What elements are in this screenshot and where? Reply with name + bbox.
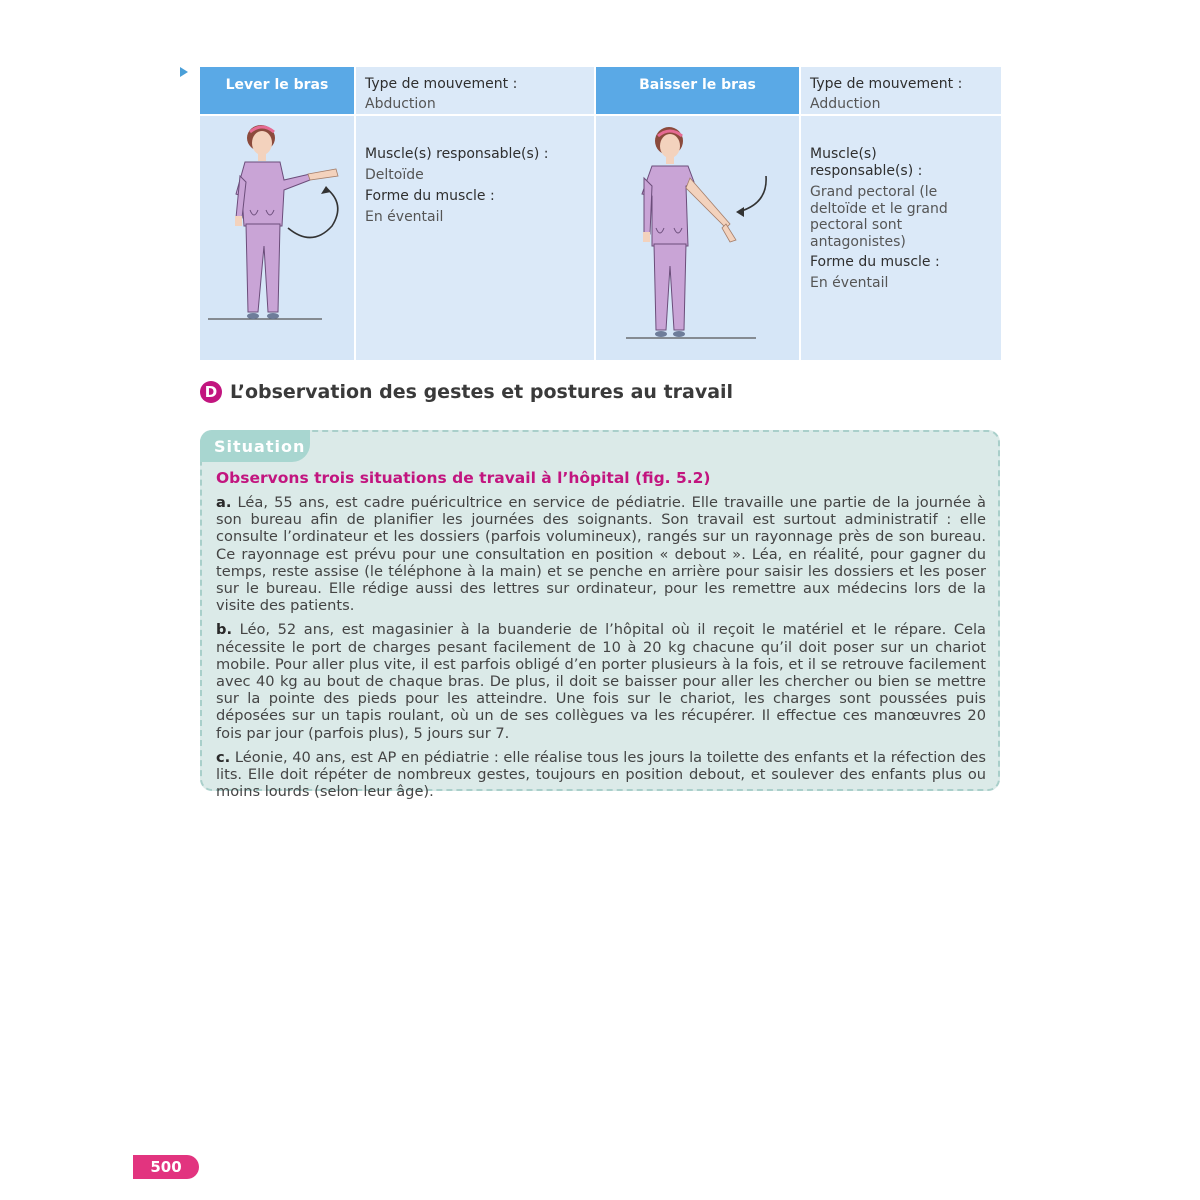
forme-value-left: En éventail <box>365 209 444 225</box>
type-cell-left <box>356 67 594 114</box>
page-number: 500 <box>133 1155 199 1179</box>
section-title: L’observation des gestes et postures au travail <box>230 381 734 403</box>
raise-arm-illustration <box>200 116 354 360</box>
type-value-left: Abduction <box>365 96 436 112</box>
type-label-left: Type de mouvement : <box>365 76 518 92</box>
arrow-marker-icon <box>180 67 188 77</box>
item-label: a. <box>216 494 232 511</box>
situation-item-b <box>216 621 986 741</box>
situation-text <box>216 494 986 807</box>
muscle-cell-left <box>356 116 594 360</box>
item-label: c. <box>216 748 231 766</box>
lower-arm-illustration <box>596 116 799 360</box>
type-value-right: Adduction <box>810 96 881 112</box>
situation-box <box>200 430 1000 801</box>
muscle-label-right-1: Muscle(s) <box>810 146 877 162</box>
item-text: Léonie, 40 ans, est AP en pédiatrie : elle réalise tous les jours la toilette des enfants et la réfection des lits. Elle doit répéter de nombreux gestes, toujours en position debout, et soulever des enfants plus ou moins lourds (selon leur âge). <box>216 748 986 801</box>
muscle-value-right: Grand pectoral (le deltoïde et le grand pectoral sont antagonistes) <box>810 184 948 250</box>
header-lever-le-bras: Lever le bras <box>200 67 354 114</box>
item-text: Léa, 55 ans, est cadre puéricultrice en service de pédiatrie. Elle travaille une partie de la journée à son bureau afin de planifier les journées des soignants. Son travail est surtout administratif : elle consulte l’ordinateur et les dossiers (parfois volumineux), rangés sur un rayonnage près de son bureau. Ce rayonnage est prévu pour une consultation en position « debout ». Léa, en réalité, pour gagner du temps, reste assise (le téléphone à la main) et se penche en arrière pour saisir les dossiers et les poser sur le bureau. Elle rédige aussi des lettres sur ordinateur, pour les remettre aux médecins lors de la visite des patients. <box>216 494 986 615</box>
situation-item-a <box>216 494 986 614</box>
forme-label-left: Forme du muscle : <box>365 188 495 204</box>
type-label-right: Type de mouvement : <box>810 76 963 92</box>
header-baisser-le-bras: Baisser le bras <box>596 67 799 114</box>
situation-title: Observons trois situations de travail à l’hôpital (fig. 5.2) <box>216 469 711 487</box>
figure-lower-arm <box>596 116 799 360</box>
muscle-label-right-2: responsable(s) : <box>810 163 923 179</box>
forme-value-right: En éventail <box>810 275 889 291</box>
type-cell-right <box>801 67 1001 114</box>
situation-tab: Situation <box>200 430 310 462</box>
item-text: Léo, 52 ans, est magasinier à la buanderie de l’hôpital où il reçoit le matériel et le répare. Cela nécessite le port de charges pesant facilement de 10 à 20 kg chacune qu’il doit poser sur un chariot mobile. Pour aller plus vite, il est parfois obligé d’en porter plusieurs à la fois, et il se retrouve facilement avec 40 kg au bout de chaque bras. De plus, il doit se baisser pour aller les chercher ou bien se mettre sur la pointe des pieds pour les atteindre. Une fois sur le chariot, les charges sont poussées puis déposées sur un tapis roulant, où un de ses collègues va les récupérer. Il effectue ces manœuvres 20 fois par jour (parfois plus), 5 jours sur 7. <box>216 621 986 742</box>
section-heading <box>200 381 733 403</box>
section-letter-badge: D <box>200 381 222 403</box>
muscle-value-left: Deltoïde <box>365 167 424 183</box>
forme-label-right: Forme du muscle : <box>810 254 940 270</box>
movement-table <box>200 67 1001 360</box>
muscle-cell-right <box>801 116 1001 360</box>
situation-item-c <box>216 749 986 801</box>
figure-raise-arm <box>200 116 354 360</box>
item-label: b. <box>216 621 232 639</box>
muscle-label-left: Muscle(s) responsable(s) : <box>365 146 549 162</box>
